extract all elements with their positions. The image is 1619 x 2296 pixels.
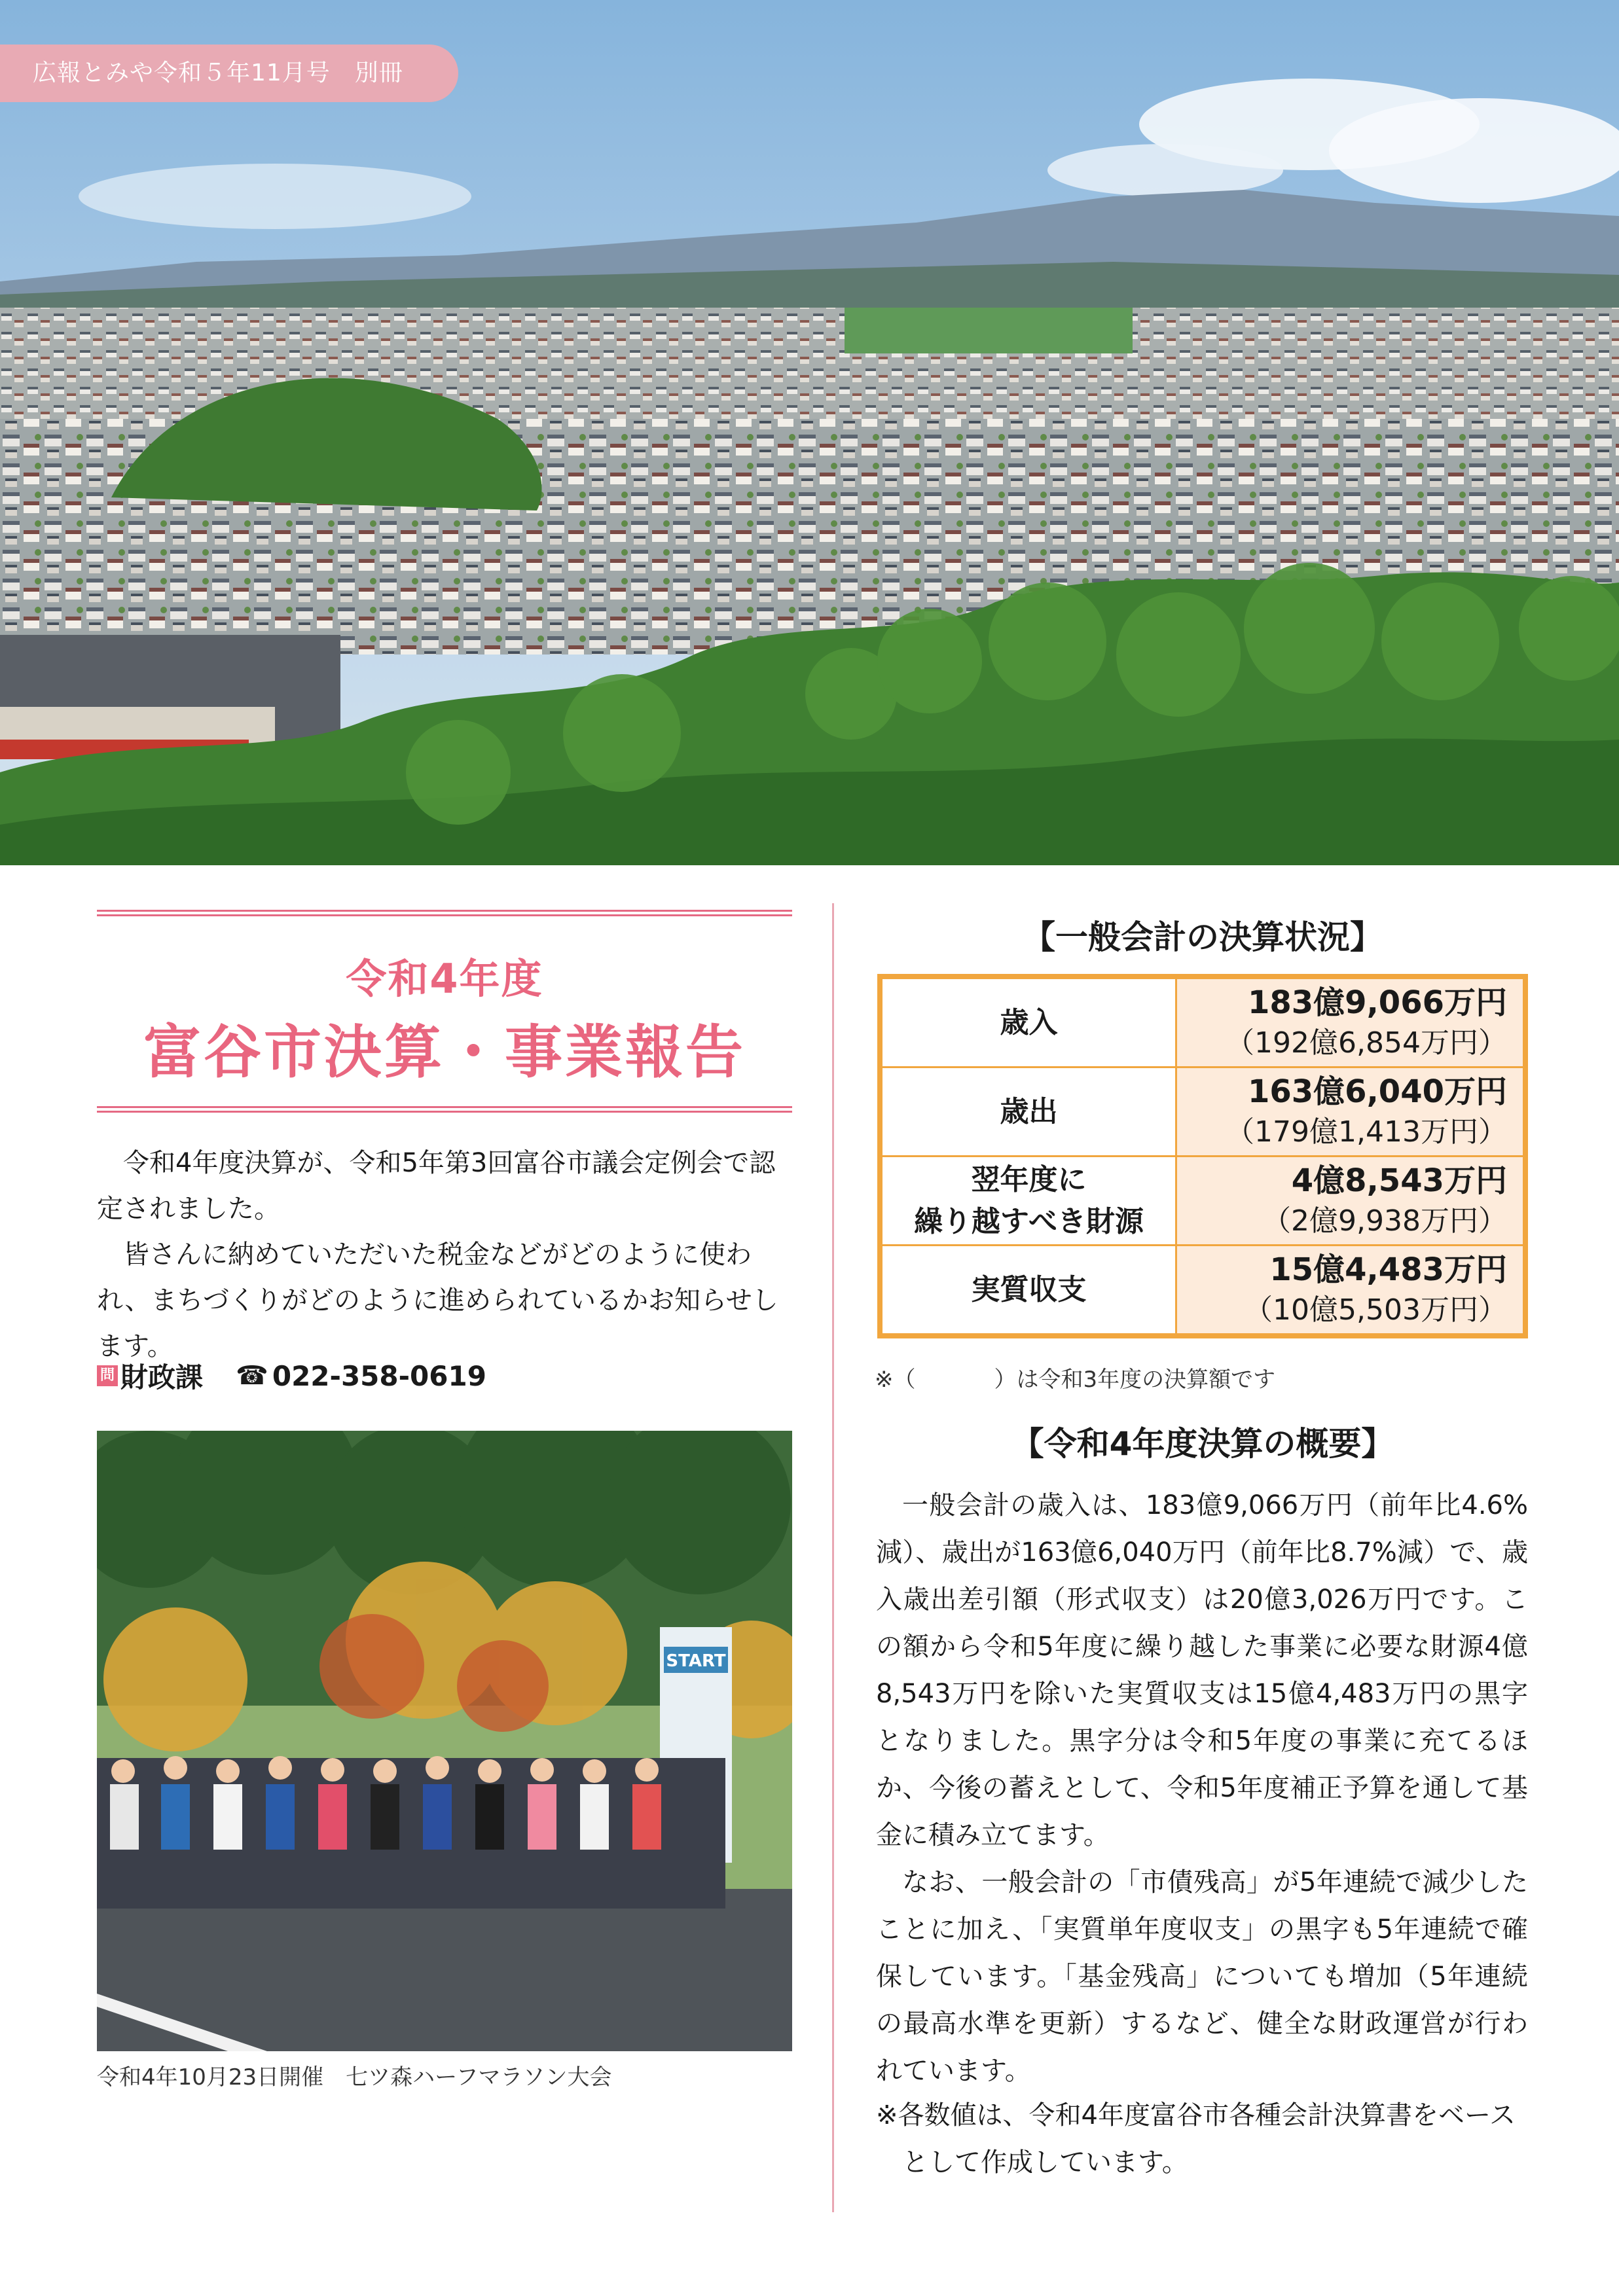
town-aerial-photo (0, 0, 1619, 865)
previous-amount: （2億9,938万円） (1262, 1204, 1507, 1238)
previous-amount: （192億6,854万円） (1226, 1026, 1507, 1060)
phone-icon: ☎ (236, 1361, 268, 1391)
footnote-line-2: として作成しています。 (902, 2147, 1188, 2178)
general-account-table (877, 974, 1528, 1338)
current-amount: 4億8,543万円 (1291, 1162, 1507, 1199)
inquiry-icon: 問 (97, 1365, 118, 1386)
row-value-cell (1176, 1157, 1524, 1246)
title-year: 令和4年度 (346, 955, 543, 1003)
note-prefix: ※（ (875, 1367, 916, 1393)
summary-text (876, 1482, 1528, 2094)
svg-text:START: START (666, 1651, 726, 1671)
row-value-cell (1176, 1246, 1524, 1335)
label-line-1: 翌年度に (971, 1162, 1087, 1196)
table-row (882, 1157, 1524, 1246)
footnote (876, 2092, 1528, 2186)
contact-department: 財政課 (120, 1361, 204, 1393)
general-account-title: 【一般会計の決算状況】 (1023, 918, 1383, 956)
intro-text (97, 1140, 793, 1369)
footnote-line-1: ※各数値は、令和4年度富谷市各種会計決算書をベース (876, 2100, 1516, 2130)
column-divider (832, 903, 834, 2212)
report-title-box (97, 910, 792, 1113)
issue-label: 広報とみや令和５年11月号 別冊 (0, 45, 458, 102)
table-row (882, 978, 1524, 1067)
previous-amount: （179億1,413万円） (1226, 1115, 1507, 1149)
label-line-2: 繰り越すべき財源 (913, 1204, 1144, 1238)
page-title: 富谷市決算・事業報告 (143, 1018, 746, 1086)
contact-phone: 022-358-0619 (272, 1359, 486, 1392)
intro-paragraph-2: 皆さんに納めていただいた税金などがどのように使われ、まちづくりがどのように進められているかお知らせします。 (97, 1240, 778, 1361)
note-suffix: ）は令和3年度の決算額です (994, 1367, 1276, 1393)
table-note (875, 1361, 1275, 1393)
row-value-cell (1176, 978, 1524, 1067)
summary-paragraph-1: 一般会計の歳入は、183億9,066万円（前年比4.6%減）、歳出が163億6,040万円（前年比8.7%減）で、歳入歳出差引額（形式収支）は20億3,026万円です。この額から令和5年度に繰り越した事業に必要な財源4億8,543万円を除いた実質収支は15億4,483万円の黒字となりました。黒字分は令和5年度の事業に充てるほか、今後の蓄えとして、令和5年度補正予算を通して基金に積み立てます。 (876, 1490, 1528, 1850)
table-row (882, 1246, 1524, 1335)
hero-photo (0, 0, 1619, 865)
current-amount: 163億6,040万円 (1247, 1073, 1507, 1110)
current-amount: 183億9,066万円 (1247, 984, 1507, 1021)
summary-paragraph-2: なお、一般会計の「市債残高」が5年連続で減少したことに加え、「実質単年度収支」の黒字も5年連続で確保しています。「基金残高」についても増加（5年連続の最高水準を更新）するなど、健全な財政運営が行われています。 (876, 1867, 1528, 2086)
previous-amount: （10億5,503万円） (1244, 1293, 1507, 1327)
current-amount: 15億4,483万円 (1269, 1251, 1507, 1288)
summary-title: 【令和4年度決算の概要】 (1011, 1425, 1394, 1463)
row-value-cell (1176, 1067, 1524, 1157)
row-label-expenditure: 歳出 (882, 1067, 1176, 1157)
row-label-revenue: 歳入 (882, 978, 1176, 1067)
intro-paragraph-1: 令和4年度決算が、令和5年第3回富谷市議会定例会で認定されました。 (97, 1148, 776, 1224)
marathon-runners-image (97, 1431, 792, 2051)
title-rule-top (97, 910, 792, 916)
title-rule-bottom (97, 1106, 792, 1113)
table-row (882, 1067, 1524, 1157)
marathon-photo (97, 1431, 792, 2051)
contact-info (97, 1356, 486, 1395)
row-label-carryover (882, 1157, 1176, 1246)
photo-caption: 令和4年10月23日開催 七ツ森ハーフマラソン大会 (97, 2064, 612, 2090)
row-label-real-balance: 実質収支 (882, 1246, 1176, 1335)
